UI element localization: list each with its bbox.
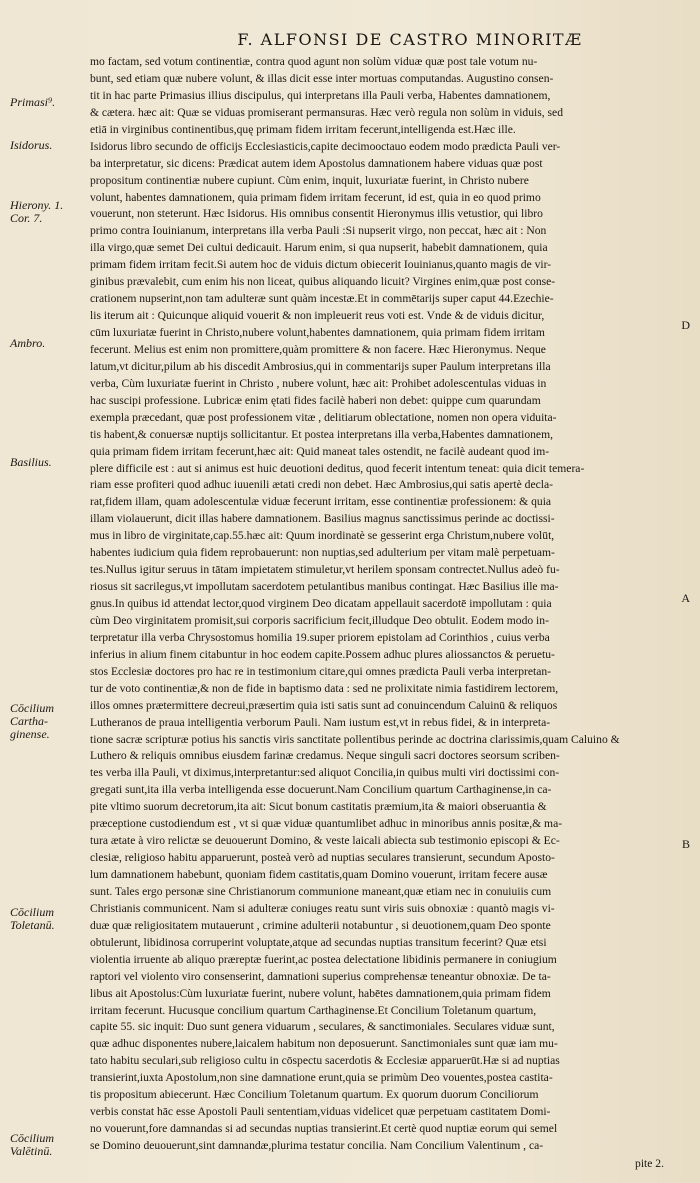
text-line: tes verba illa Pauli, vt diximus,interpretantur:sed aliquot Concilia,in quibus multi viri doctissimi con-: [90, 766, 560, 780]
text-line: pite vltimo suorum decretorum,ita ait: Sicut bonum castitatis præmium,ita & maiori obseruantia &: [90, 800, 547, 814]
text-line: lum damnationem habebunt, quoniam fidem castitatis,quam Domino vouerunt, irritam fecere ausæ: [90, 868, 548, 881]
text-line: stos Ecclesiæ doctores pro hac re in testimonium citare,qui omnes prædicta Pauli verba interpretan-: [90, 664, 552, 678]
catchword: pite 2.: [635, 1157, 664, 1170]
text-line: obtulerunt, libidinosa corruperint voluptate,atque ad secundas nuptias transitum fecerint? Quæ etsi: [90, 935, 547, 949]
text-line: primam fidem irritam fecit.Si autem hoc de viduis dictum obiecerit Iouinianus,quanto magis de vir-: [90, 258, 552, 272]
text-line: sunt. Tales ergo personæ sine Christianorum communione maneant,quæ etiam nec in conuiuiis cum: [90, 884, 552, 898]
text-line: illa virgo,quæ semet Dei cultui dedicauit. Harum enim, si qua nupserit, habebit damnationem, quia: [90, 241, 548, 255]
text-line: riosus sit sacrilegus,vt impollutam sacerdotem petulantibus manibus contingat. Hæc Basilius ille ma-: [90, 580, 559, 594]
text-line: ba interpretatur, sic dicens: Prædicat autem idem Apostolus damnationem habere viduas quæ post: [90, 156, 543, 170]
margin-note: Cōcilium Cartha- ginense.: [10, 701, 54, 741]
text-line: tit in hac parte Primasius illius discipulus, qui interpretans illa Pauli verba, Habentes damnationem,: [90, 88, 551, 102]
margin-note: Ambro.: [10, 336, 46, 350]
text-line: volunt, habentes damnationem, quia primam fidem irritam fecerunt, id est, quia in eo quod primo: [90, 190, 541, 204]
text-line: capite 55. sic inquit: Duo sunt genera viduarum , seculares, & sanctimoniales. Seculares viduæ sunt,: [90, 1020, 555, 1034]
text-line: exempla præcedant, quæ post professionem vitæ , delitiarum oblectatione, nomen non opera viduita-: [90, 410, 557, 424]
text-line: mo factam, sed votum continentiæ, contra quod agunt non solùm viduæ quæ post tale votum nu-: [90, 55, 538, 68]
text-line: plere difficile est : aut si animus est huic deuotioni deditus, quod fecerit intentum teneat: quia dicit temera-: [90, 461, 585, 475]
text-line: tes.Nullus igitur seruus in tātam impietatem stimuletur,vt herilem sponsam contrectet.Nullus adeò fu-: [90, 563, 560, 577]
text-line: præceptione custodiendum est , vt si quæ viduæ quantumlibet adhuc in minoribus annis positæ,& ma-: [90, 817, 563, 831]
text-line: latum,vt dicitur,pilum ab his discedit Ambrosius,qui in commentarijs super Paulum interpretans illa: [90, 359, 551, 373]
margin-note: Cōcilium Toletanū.: [10, 905, 55, 932]
text-line: quia primam fidem irritam fecerunt,hæc ait: Quid maneat tales ostendit, ne facilè audeant quod im-: [90, 444, 550, 458]
text-line: tis habent,& conuersæ nuptijs sollicitantur. Et postea interpretans illa verba,Habentes damnationem,: [90, 427, 553, 441]
text-line: ginibus prævalebit, cum enim his non liceat, quibus aliquando licuit? Virgines enim,quæ post conse-: [90, 275, 556, 289]
text-line: & cætera. hæc ait: Quæ se viduas promiserant permansuras. Hæc verò regula non solùm in viduis, sed: [90, 105, 563, 119]
text-line: clesiæ, religioso habitu apparuerunt, posteà verò ad nuptias seculares transierunt, secundum Aposto-: [90, 851, 555, 865]
text-line: vouerunt, non steterunt. Hæc Isidorus. His omnibus consentit Hieronymus illis vetustior, qui libro: [90, 207, 543, 221]
text-line: bunt, sed etiam quæ nubere volunt, & illas dicit esse inter mortuas computandas. Augustino consen-: [90, 71, 554, 85]
text-line: inferius in alium finem citabuntur in hoc eodem capite.Possem adhuc plures aliossanctos & peruetu-: [90, 647, 555, 661]
text-line: gregati sunt,ita illa verba intelligenda esse docuerunt.Nam Concilium quartum Carthaginense,in ca-: [90, 783, 552, 797]
text-line: mus in libro de virginitate,cap.55.hæc ait: Quum inordinatè se gesserint erga Christum,nubere volūt,: [90, 529, 555, 543]
text-line: Luthero & reliquis omnibus eiusdem farinæ credamus. Neque singuli sacri doctores seorsum scriben-: [90, 749, 560, 763]
text-line: transierint,iuxta Apostolum,non sine damnatione erunt,quia se primùm Deo vouentes,postea castita-: [90, 1071, 553, 1085]
text-line: Lutheranos de praua intelligentia verborum Pauli. Nam iustum est,vt in rebus fidei, & in interpreta-: [90, 715, 551, 729]
text-line: illam violauerunt, dicit illas habere damnationem. Basilius magnus sanctissimus perinde ac doctissi-: [90, 512, 555, 526]
text-line: illos omnes prætermittere decreui,præsertim quia isti satis sunt ad conuincendum Caluinū & reliquos: [90, 698, 558, 712]
text-line: verba, Cùm luxuriatæ fuerint in Christo , nubere volunt, hæc ait: Prohibet adolescentulas viduas in: [90, 376, 547, 390]
text-line: tur de voto continentiæ,& non de fide in baptismo data : sed ne prolixitate nimia fastidirem lectorem,: [90, 681, 559, 695]
text-line: crationem nupserint,non tam adulteræ sunt quàm incestæ.Et in commētarijs super caput 44.Ezechie-: [90, 292, 554, 306]
text-line: hac suscipi professione. Lubricæ enim ętati fides facilè haberi non debet: quippe cum quarundam: [90, 393, 541, 407]
text-line: primo contra Iouinianum, interpretans illa verba Pauli :Si nupserit virgo, non peccat, hæc ait : Non: [90, 224, 547, 238]
section-letter: B: [681, 837, 690, 851]
text-line: riam esse profiteri quod adhuc iuuenili ætati credi non debet. Hæc Ambrosius,qui satis apertè decla-: [90, 478, 553, 492]
text-line: rat,fidem illam, quam adolescentulæ viduæ fecerunt irritam, esse continentiæ professionem: & quia: [90, 495, 552, 509]
text-line: propositum continentiæ nubere cupiunt. Cùm enim, inquit, luxuriatæ fuerint, in Christo nubere: [90, 173, 529, 187]
text-line: tura ætate à viro relictæ se deuouerunt Domino, & veste laicali abiecta sub testimonio episcopi & Ec-: [90, 834, 560, 848]
text-line: violentia irruente ab aliquo præreptæ fuerint,ac postea delectatione libidinis permanere in coniugium: [90, 952, 557, 966]
margin-note: Isidorus.: [10, 138, 53, 152]
text-line: Christianis communicent. Nam si adulteræ coniuges reatu sunt viris suis obnoxiæ : quantò magis vi-: [90, 901, 555, 915]
text-line: fecerunt. Melius est enim non promittere,quàm promittere & non facere. Hæc Hieronymus. Neque: [90, 342, 546, 356]
text-line: gnus.In quibus id attendat lector,quod virginem Deo dicatam appellauit sacerdotē impollutam : quia: [90, 597, 552, 610]
text-line: se Domino deuouerunt,sint damnandæ,plurima testatur concilia. Nam Concilium Valentinum , ca-: [90, 1139, 544, 1152]
section-letter: D: [681, 318, 690, 332]
text-line: Isidorus libro secundo de officijs Ecclesiasticis,capite decimooctauo eodem modo prædicta Pauli ver-: [90, 139, 561, 153]
text-line: tione sacræ scripturæ potius his sanctis viris sanctitate pollentibus perinde ac doctrina clarissimis,quam Caluino &: [90, 732, 620, 746]
text-line: raptori vel violento viro consenserint, damnationi superius comprehensæ teneantur obnoxiæ. De ta-: [90, 969, 551, 983]
body-text: [90, 54, 660, 1155]
margin-note: Cōcilium Valētinū.: [10, 1131, 54, 1158]
text-line: quæ adhuc disponentes nubere,laicalem habitum non deposuerunt. Sanctimoniales sunt quæ iam mu-: [90, 1037, 558, 1051]
text-line: duæ quæ religiositatem mutauerunt , crimine adulterii notabuntur , si deuotionem,quam Deo sponte: [90, 918, 551, 932]
running-header: F. ALFONSI DE CASTRO MINORITÆ: [237, 30, 583, 49]
text-line: etiā in virginibus continentibus,quę primam fidem irritam fecerunt,intelligenda est.Hæc ille.: [90, 122, 516, 136]
section-letter: A: [681, 591, 690, 605]
margin-note: Hierony. 1. Cor. 7.: [10, 198, 64, 225]
text-line: habentes iudicium quia fidem reprobauerunt: non nuptias,sed adulterium per vitam malè perpetuam-: [90, 546, 555, 560]
text-line: lis iterum ait : Quicunque aliquid vouerit & non impleuerit reus voti est. Vnde & de viduis dicitur,: [90, 309, 545, 323]
text-line: terpretatur illa verba Chrysostomus homilia 19.super priorem epistolam ad Corinthios , cuius verba: [90, 630, 550, 644]
text-line: tis propositum abiecerunt. Hæc Concilium Toletanum quartum. Ex quorum duorum Conciliorum: [90, 1088, 539, 1102]
text-line: cūm luxuriatæ fuerint in Christo,nubere volunt,habentes damnationem, quia primam fidem irritam: [90, 326, 545, 339]
text-line: no vouerunt,fore damnandas si ad secundas nuptias transierint.Et certè quod nuptiæ eorum qui semel: [90, 1122, 558, 1136]
margin-note: Basilius.: [10, 455, 52, 469]
text-line: cùm Deo virginitatem promisit,sui corporis sacrificium fecit,illudque Deo obtulit. Eodem modo in-: [90, 613, 549, 627]
text-line: irritam fecerunt. Hucusque concilium quartum Carthaginense.Et Concilium Toletanum quartum,: [90, 1003, 537, 1017]
text-line: verbis constat hāc esse Apostoli Pauli sententiam,viduas videlicet quæ perpetuam castitatem Domi-: [90, 1105, 551, 1119]
margin-note: Primasi⁹.: [10, 95, 56, 109]
text-line: libus ait Apostolus:Cùm luxuriatæ fuerint, nubere volunt, habētes damnationem,quia primam fidem: [90, 986, 551, 1000]
text-line: tato habitu seculari,sub religioso cultu in cōspectu sacerdotis & Ecclesiæ apparuerūt.Hæ si ad nuptias: [90, 1054, 560, 1068]
